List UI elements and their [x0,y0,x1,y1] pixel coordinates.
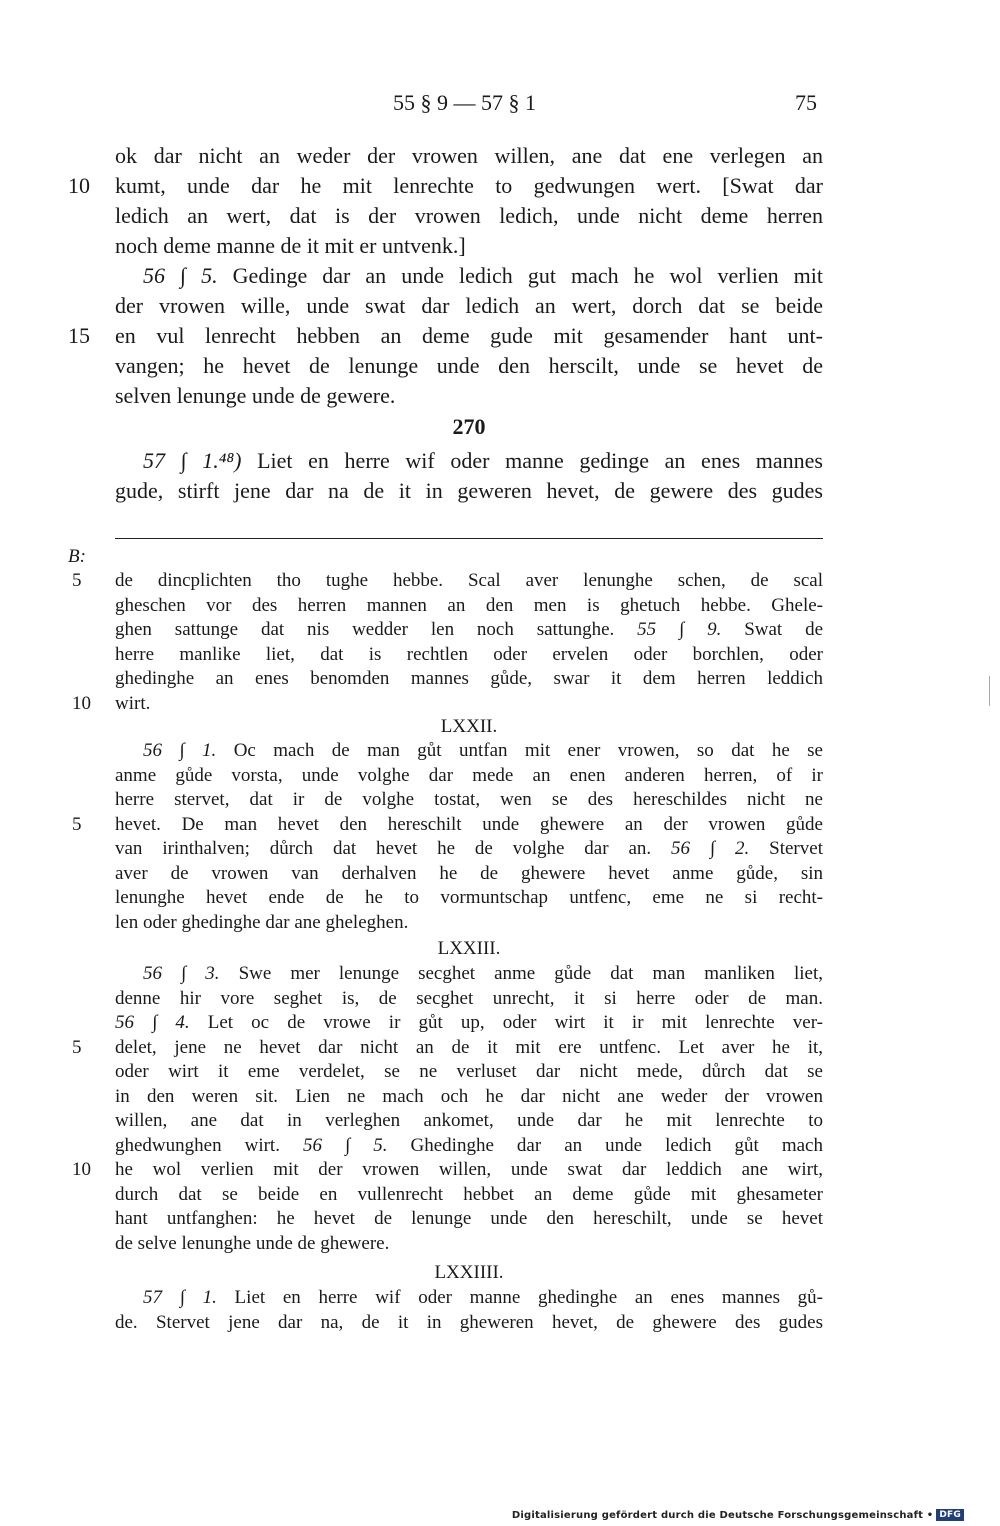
chapter-heading-lxxiiii: LXXIIII. [434,1262,504,1283]
section-reference: 56 ∫ 1. [143,740,217,761]
section-reference: 56 ∫ 5. [143,263,218,288]
text-line [115,293,823,319]
text-run: Swe mer lenunge secghet anme gůde dat man manliken liet, [219,963,823,984]
text-line [115,988,823,1010]
section-reference: 56 ∫ 5. [303,1134,388,1156]
text-line [115,1208,823,1230]
text-line [115,1159,823,1181]
text-line [115,693,823,715]
text-run: hevet. De man hevet den hereschilt unde ghewere an der vrowen gůde [115,813,823,835]
text-line [115,863,823,885]
text-line [115,570,823,592]
text-run: len oder ghedinghe dar ane gheleghen. [115,911,409,933]
chapter-heading-lxxiii: LXXIII. [437,938,501,959]
text-run: Swat de [721,619,823,640]
text-line [115,1061,823,1083]
text-line [115,1110,823,1132]
text-line [115,814,823,836]
text-line [115,143,823,169]
text-line [115,1312,823,1334]
text-line [115,765,823,787]
dfg-logo: DFG [936,1509,964,1521]
line-number: 5 [72,813,82,835]
digitization-credit [512,1509,964,1521]
text-run: ok dar nicht an weder der vrowen willen, ane dat ene verlegen an [115,143,823,168]
line-number: 5 [72,570,82,591]
section-reference: 56 ∫ 3. [143,963,220,984]
text-run: Oc mach de man gůt untfan mit ener vrowen, so dat he se [216,740,823,761]
text-run: der vrowen wille, unde swat dar ledich an wert, dorch dat se beide [115,293,823,318]
text-run: Liet en herre wif oder manne ghedinghe an enes mannes gů- [216,1287,823,1308]
text-line [143,1287,823,1309]
text-line [115,478,823,504]
text-run: noch deme manne de it mit er untvenk.] [115,233,466,258]
text-run: en vul lenrecht hebben an deme gude mit gesamender hant unt- [115,323,823,348]
text-run: anme gůde vorsta, unde volghe dar mede an enen anderen herren, of ir [115,764,823,786]
text-line [115,595,823,617]
text-line [143,963,823,985]
text-line [115,173,823,199]
text-run: lenunghe hevet ende de he to vormuntschap untfenc, eme ne si recht- [115,887,823,908]
running-header: 55 § 9 — 57 § 1 [393,90,536,115]
page-number: 75 [795,90,817,115]
text-line [143,263,823,289]
text-run: denne hir vore seghet is, de secghet unrecht, it si herre oder de man. [115,987,823,1009]
text-run: Ghedinghe dar an unde ledich gůt mach [387,1134,823,1156]
section-reference: 57 ∫ 1. [143,1287,217,1308]
text-run: he wol verlien mit der vrowen willen, unde swat dar leddich ane wirt, [115,1159,823,1180]
text-run: in den weren sit. Lien ne mach och he dar nicht ane weder der vrowen [115,1085,823,1107]
text-run: kumt, unde dar he mit lenrechte to gedwungen wert. [Swat dar [115,173,823,198]
text-line [115,668,823,690]
text-line [115,912,823,934]
text-run: van irinthalven; důrch dat hevet he de volghe dar an. [115,838,672,859]
text-run: Liet en herre wif oder manne gedinge an enes mannes [241,448,823,473]
variant-label: B: [68,546,86,567]
text-run: selven lenunge unde de gewere. [115,383,396,408]
text-line [115,838,823,860]
text-run: de dincplichten tho tughe hebbe. Scal aver lenunghe schen, de scal [115,570,823,591]
text-line [115,383,823,409]
text-line [115,1012,823,1034]
text-run: herre stervet, dat ir de volghe tostat, wen se des hereschildes nicht ne [115,789,823,810]
section-reference: 56 ∫ 2. [671,838,750,859]
chapter-heading-lxxii: LXXII. [440,716,498,737]
text-run: ledich an wert, dat is der vrowen ledich, unde nicht deme herren [115,203,823,228]
text-line [115,353,823,379]
text-line [115,789,823,811]
text-run: gheschen vor des herren mannen an den men is ghetuch hebbe. Ghele- [115,594,823,616]
text-run: durch dat se beide en vullenrecht hebbet an deme gůde mit ghesameter [115,1183,823,1205]
text-run: willen, ane dat in verleghen ankomet, unde dar he mit lenrechte to [115,1110,823,1131]
footnote-divider [115,538,823,539]
text-run: aver de vrowen van derhalven he de ghewere hevet anme gůde, sin [115,862,823,884]
margin-mark [989,676,990,706]
text-line [115,1086,823,1108]
text-line [115,1184,823,1206]
line-number: 15 [68,323,90,348]
text-run: Let oc de vrowe ir gůt up, oder wirt it ir mit lenrechte ver- [189,1012,823,1033]
section-reference: 57 ∫ 1.⁴⁸) [143,448,242,473]
text-run: gude, stirft jene dar na de it in geweren hevet, de gewere des gudes [115,478,823,503]
text-line [115,1037,823,1059]
credit-text: Digitalisierung gefördert durch die Deutsche Forschungsgemeinschaft • [511,1510,934,1521]
text-line [115,323,823,349]
section-reference: 55 ∫ 9. [637,619,722,640]
text-line [115,887,823,909]
section-reference: 56 ∫ 4. [115,1012,190,1033]
line-number: 10 [68,173,90,198]
text-run: vangen; he hevet de lenunge unde den herscilt, unde se hevet de [115,353,823,378]
text-line [115,203,823,229]
text-line [143,448,823,474]
text-line [115,1135,823,1157]
text-run: ghen sattunge dat nis wedder len noch sattunghe. [115,619,638,640]
text-line [115,619,823,641]
line-number: 10 [72,1159,91,1180]
text-run: delet, jene ne hevet dar nicht an de it mit ere untfenc. Let aver he it, [115,1036,823,1058]
text-run: Stervet [749,838,823,859]
text-run: ghedinghe an enes benomden mannes gůde, swar it dem herren leddich [115,668,823,689]
text-run: wirt. [115,692,151,714]
line-number: 5 [72,1036,82,1058]
section-number: 270 [452,414,486,439]
text-run: herre manlike liet, dat is rechtlen oder ervelen oder borchlen, oder [115,643,823,665]
text-run: de selve lenunghe unde de ghewere. [115,1232,390,1254]
text-line [115,1233,823,1255]
text-run: hant untfanghen: he hevet de lenunge unde den hereschilt, unde se hevet [115,1208,823,1229]
text-run: Gedinge dar an unde ledich gut mach he wol verlien mit [217,263,823,288]
text-line [143,740,823,762]
line-number: 10 [72,692,91,714]
text-run: de. Stervet jene dar na, de it in gheweren hevet, de ghewere des gudes [115,1311,823,1333]
text-line [115,644,823,666]
text-run: ghedwunghen wirt. [115,1134,303,1156]
text-line [115,233,823,259]
text-run: oder wirt it eme verdelet, se ne verluset dar nicht mede, důrch dat se [115,1061,823,1082]
